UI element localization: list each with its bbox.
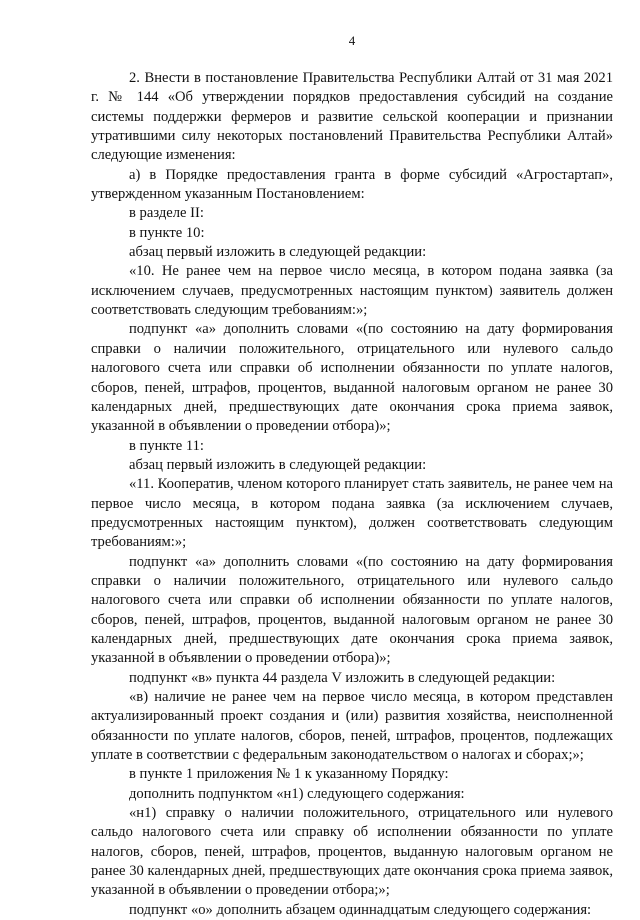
paragraph: в пункте 1 приложения № 1 к указанному Порядку: [129, 766, 449, 783]
paragraph: в пункте 11: [129, 437, 204, 454]
paragraph: 2. Внести в постановление Правительства Республики Алтай от 31 мая 2021 г. № 144 «Об утверждении порядков предоставления субсидий на создание системы поддержки фермеров и развитие сельской кооперации и признании утратившими силу некоторых постановлений Правительства Республики Алтай» следующие изменения: [91, 70, 613, 164]
paragraph: «н1) справку о наличии положительного, отрицательного или нулевого сальдо налогового счета или справку об исполнении обязанности по уплате налогов, сборов, пеней, штрафов, процентов, выданную налоговым органом не ранее 30 календарных дней, предшествующих дате окончания срока приема заявок, указанной в объявлении о проведении отбора;»; [91, 805, 613, 899]
paragraph: подпункт «о» дополнить абзацем одиннадцатым следующего содержания: [129, 901, 592, 918]
paragraph: в пункте 10: [129, 224, 205, 241]
paragraph: «10. Не ранее чем на первое число месяца, в котором подана заявка (за исключением случаев, предусмотренных настоящим пунктом) заявитель должен соответствовать следующим требованиям:»; [91, 263, 613, 319]
page-number: 4 [348, 33, 356, 48]
paragraph: подпункт «а» дополнить словами «(по состоянию на дату формирования справки о наличии положительного, отрицательного или нулевого сальдо налогового счета или справки об исполнении обязанности по уплате налогов, сборов, пеней, штрафов, процентов, выданной налоговым органом не ранее 30 календарных дней, предшествующих дате окончания срока приема заявок, указанной в объявлении о проведении отбора)»; [91, 321, 613, 435]
paragraph: а) в Порядке предоставления гранта в форме субсидий «Агростартап», утвержденном указанным Постановлением: [91, 166, 613, 203]
paragraph: подпункт «а» дополнить словами «(по состоянию на дату формирования справки о наличии положительного, отрицательного или нулевого сальдо налогового счета или справки об исполнении обязанности по уплате налогов, сборов, пеней, штрафов, процентов, выданной налоговым органом не ранее 30 календарных дней, предшествующих дате окончания срока приема заявок, указанной в объявлении о проведении отбора)»; [91, 553, 613, 667]
paragraph: в разделе II: [129, 205, 204, 222]
paragraph: подпункт «в» пункта 44 раздела V изложить в следующей редакции: [129, 669, 556, 686]
paragraph: дополнить подпунктом «н1) следующего содержания: [129, 785, 465, 802]
paragraph: «в) наличие не ранее чем на первое число месяца, в котором представлен актуализированный проект создания и (или) развития хозяйства, неисполненной обязанности по уплате налогов, сборов, пеней, штрафов, процентов, подлежащих уплате в соответствии с федеральным законодательством о налогах и сборах;»; [91, 689, 613, 764]
paragraph: абзац первый изложить в следующей редакции: [129, 244, 427, 261]
paragraph: абзац первый изложить в следующей редакции: [129, 456, 427, 473]
paragraph: «11. Кооператив, членом которого планирует стать заявитель, не ранее чем на первое число месяца, в котором подана заявка (за исключением случаев, предусмотренных настоящим пунктом), должен соответствовать следующим требованиям:»; [91, 476, 613, 551]
